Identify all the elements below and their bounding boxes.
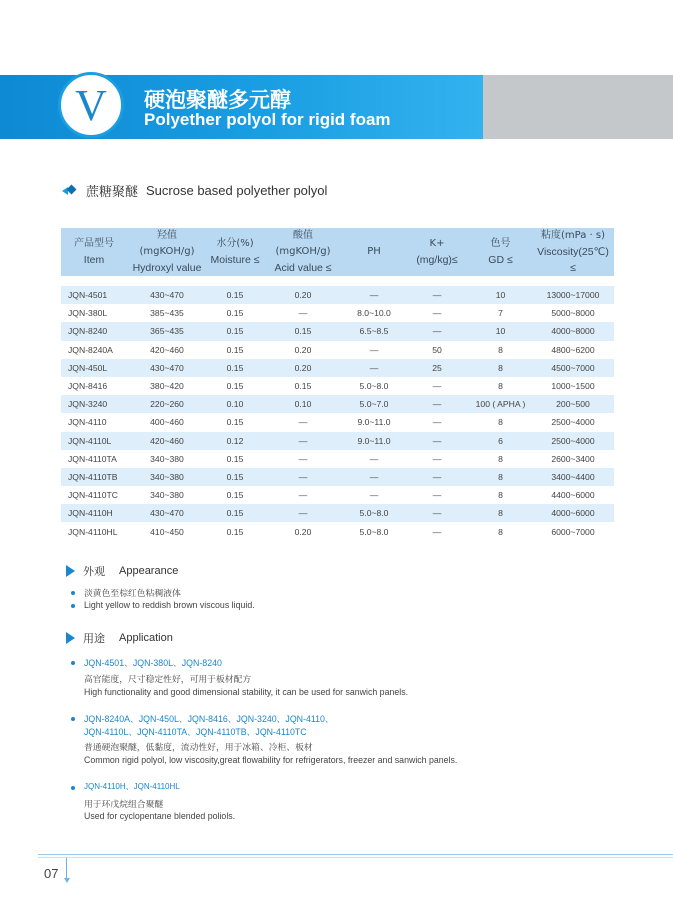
acid-cell: 0.15 (263, 322, 343, 340)
viscosity-cell: 13000~17000 (532, 286, 614, 304)
ph-cell: — (343, 286, 405, 304)
moisture-cell: 0.15 (226, 417, 244, 428)
ph-cell: — (369, 453, 379, 464)
viscosity-cell: 6000~7000 (551, 526, 595, 537)
table-body (61, 276, 614, 541)
table-row (61, 413, 614, 431)
k-cell: — (405, 504, 469, 522)
acid-cell: 0.20 (294, 344, 312, 355)
moisture-cell: 0.15 (226, 490, 244, 501)
table-row (61, 522, 614, 540)
col-header: 产品型号 Item (61, 228, 127, 276)
k-cell: — (432, 526, 442, 537)
item-cell: JQN-4110L (61, 432, 127, 450)
hydroxyl-cell: 420~460 (150, 344, 184, 355)
hydroxyl-cell: 410~450 (150, 526, 184, 537)
gd-cell: 8 (498, 417, 503, 428)
col-header: 粘度(mPa · s) Viscosity(25℃) ≤ (532, 228, 614, 276)
ph-cell: — (369, 490, 379, 501)
hydroxyl-cell: 340~380 (150, 453, 184, 464)
ph-cell: 6.5~8.5 (343, 322, 405, 340)
item-cell: JQN-4110H (61, 504, 127, 522)
moisture-cell: 0.15 (207, 322, 263, 340)
ph-cell: — (369, 344, 379, 355)
acid-cell: 0.20 (263, 286, 343, 304)
table-row (61, 286, 614, 304)
header-band-gray (483, 75, 673, 139)
appearance-heading (66, 563, 178, 579)
section-heading (62, 181, 327, 200)
application-desc-en: Used for cyclopentane blended poliols. (84, 811, 236, 821)
moisture-cell: 0.15 (226, 344, 244, 355)
application-desc-en: Common rigid polyol, low viscosity,great flowability for refrigerators, freezer and sanwich panels. (84, 755, 458, 765)
moisture-cell: 0.15 (207, 359, 263, 377)
gd-cell: 8 (498, 453, 503, 464)
k-cell: 50 (432, 344, 442, 355)
gd-cell: 6 (469, 432, 532, 450)
col-header: PH (343, 228, 405, 276)
viscosity-cell: 4000~8000 (532, 322, 614, 340)
item-cell: JQN-380L (68, 308, 108, 319)
application-models: JQN-8240A、JQN-450L、JQN-8416、JQN-3240、JQN-4110、 (84, 714, 334, 724)
item-cell: JQN-4110TA (68, 453, 117, 464)
page-title-en: Polyether polyol for rigid foam (144, 110, 391, 129)
hydroxyl-cell: 340~380 (127, 468, 207, 486)
table-row (61, 450, 614, 468)
hydroxyl-cell: 340~380 (150, 490, 184, 501)
k-cell: — (432, 490, 442, 501)
bullet-dot (71, 786, 75, 790)
k-cell: 25 (405, 359, 469, 377)
bullet-dot (71, 661, 75, 665)
viscosity-cell: 3400~4400 (532, 468, 614, 486)
acid-cell: 0.20 (263, 359, 343, 377)
application-models: JQN-4110H、JQN-4110HL (84, 782, 180, 791)
k-cell: — (405, 322, 469, 340)
hydroxyl-cell: 430~470 (127, 504, 207, 522)
ph-cell: — (343, 468, 405, 486)
appearance-text-en: Light yellow to reddish brown viscous liquid. (84, 600, 255, 610)
k-cell: — (432, 308, 442, 319)
hydroxyl-cell: 430~470 (127, 286, 207, 304)
moisture-cell: 0.15 (226, 453, 244, 464)
chapter-badge (58, 72, 124, 138)
k-cell: — (432, 417, 442, 428)
bullet-dot (71, 604, 75, 608)
application-models: JQN-4110L、JQN-4110TA、JQN-4110TB、JQN-4110TC (84, 727, 307, 737)
section-title-en: Sucrose based polyether polyol (146, 183, 328, 198)
ph-cell: 5.0~8.0 (359, 381, 389, 392)
k-cell: — (405, 395, 469, 413)
application-desc-cn: 用于环戊烷组合聚醚 (84, 800, 164, 810)
arrow-right-icon (66, 565, 75, 577)
gd-cell: 7 (498, 308, 503, 319)
footer-rule (38, 854, 673, 855)
k-cell: — (405, 468, 469, 486)
application-desc-cn: 高官能度，尺寸稳定性好，可用于板材配方 (84, 675, 252, 685)
table-header-row (61, 228, 614, 276)
hydroxyl-cell: 220~260 (127, 395, 207, 413)
col-header: 酸值 (mgKOH/g) Acid value ≤ (263, 228, 343, 276)
gd-cell: 8 (469, 359, 532, 377)
footer-marker-tip (64, 878, 70, 883)
k-cell: — (405, 432, 469, 450)
viscosity-cell: 4000~6000 (532, 504, 614, 522)
moisture-cell: 0.15 (207, 468, 263, 486)
col-header: 色号 GD ≤ (469, 228, 532, 276)
table-row (61, 504, 614, 522)
ph-cell: 8.0~10.0 (357, 308, 391, 319)
gd-cell: 8 (469, 504, 532, 522)
viscosity-cell: 5000~8000 (551, 308, 595, 319)
moisture-cell: 0.15 (226, 308, 244, 319)
ph-cell: 9.0~11.0 (357, 417, 391, 428)
moisture-cell: 0.15 (226, 381, 244, 392)
gd-cell: 8 (469, 468, 532, 486)
application-desc-cn: 普通硬泡聚醚，低黏度，流动性好，用于冰箱、冷柜、板材 (84, 743, 313, 753)
table-row (61, 468, 614, 486)
table-row (61, 486, 614, 504)
acid-cell: — (263, 504, 343, 522)
table-row (61, 377, 614, 395)
acid-cell: — (298, 417, 308, 428)
viscosity-cell: 4500~7000 (532, 359, 614, 377)
spec-table (61, 228, 614, 541)
item-cell: JQN-8240 (61, 322, 127, 340)
hydroxyl-cell: 430~470 (127, 359, 207, 377)
application-heading (66, 630, 173, 646)
appearance-title-en: Appearance (119, 565, 179, 577)
acid-cell: 0.20 (294, 526, 312, 537)
item-cell: JQN-3240 (61, 395, 127, 413)
col-header: 羟值 (mgKOH/g) Hydroxyl value (127, 228, 207, 276)
viscosity-cell: 2600~3400 (551, 453, 595, 464)
arrow-right-icon (66, 632, 75, 644)
viscosity-cell: 2500~4000 (551, 417, 595, 428)
ph-cell: 5.0~7.0 (343, 395, 405, 413)
acid-cell: 0.10 (263, 395, 343, 413)
k-cell: — (432, 381, 442, 392)
gd-cell: 8 (498, 526, 503, 537)
item-cell: JQN-4110HL (68, 526, 118, 537)
hydroxyl-cell: 385~435 (150, 308, 184, 319)
item-cell: JQN-4110TC (68, 490, 118, 501)
col-header: 水分(%) Moisture ≤ (207, 228, 263, 276)
acid-cell: — (298, 490, 308, 501)
table-row (61, 359, 614, 377)
moisture-cell: 0.12 (207, 432, 263, 450)
application-title-en: Application (119, 632, 173, 644)
table-spacer (61, 276, 614, 286)
ph-cell: 5.0~8.0 (359, 526, 389, 537)
gd-cell: 10 (469, 286, 532, 304)
hydroxyl-cell: 365~435 (127, 322, 207, 340)
moisture-cell: 0.10 (207, 395, 263, 413)
k-cell: — (432, 453, 442, 464)
application-title-cn: 用途 (83, 632, 105, 645)
item-cell: JQN-4501 (61, 286, 127, 304)
table-row (61, 341, 614, 359)
item-cell: JQN-8416 (68, 381, 108, 392)
item-cell: JQN-450L (61, 359, 127, 377)
bullet-dot (71, 591, 75, 595)
gd-cell: 10 (469, 322, 532, 340)
appearance-title-cn: 外观 (83, 565, 105, 578)
item-cell: JQN-4110 (68, 417, 107, 428)
acid-cell: — (263, 432, 343, 450)
item-cell: JQN-4110TB (61, 468, 127, 486)
bullet-dot (71, 717, 75, 721)
hydroxyl-cell: 420~460 (127, 432, 207, 450)
moisture-cell: 0.15 (207, 286, 263, 304)
ph-cell: 9.0~11.0 (343, 432, 405, 450)
page-title-cn: 硬泡聚醚多元醇 (144, 88, 291, 112)
application-models: JQN-4501、JQN-380L、JQN-8240 (84, 658, 222, 668)
gd-cell: 8 (498, 344, 503, 355)
viscosity-cell: 4800~6200 (551, 344, 595, 355)
gd-cell: 100 ( APHA ) (469, 395, 532, 413)
acid-cell: — (298, 308, 308, 319)
viscosity-cell: 200~500 (532, 395, 614, 413)
chapter-numeral: V (75, 81, 107, 130)
viscosity-cell: 4400~6000 (551, 490, 595, 501)
item-cell: JQN-8240A (68, 344, 113, 355)
viscosity-cell: 2500~4000 (532, 432, 614, 450)
acid-cell: — (263, 468, 343, 486)
table-row (61, 395, 614, 413)
ph-cell: — (343, 359, 405, 377)
footer-rule (38, 857, 673, 858)
footer-marker (66, 858, 67, 878)
diamond-arrow-icon (62, 184, 76, 198)
page-number: 07 (44, 866, 59, 881)
table-row (61, 304, 614, 322)
table-row (61, 432, 614, 450)
application-desc-en: High functionality and good dimensional stability, it can be used for sanwich panels. (84, 687, 409, 697)
table-row (61, 322, 614, 340)
hydroxyl-cell: 400~460 (150, 417, 184, 428)
section-title-cn: 蔗糖聚醚 (86, 185, 139, 200)
hydroxyl-cell: 380~420 (150, 381, 184, 392)
gd-cell: 8 (498, 381, 503, 392)
appearance-text-cn: 淡黄色至棕红色粘稠液体 (84, 589, 181, 599)
moisture-cell: 0.15 (226, 526, 244, 537)
acid-cell: 0.15 (294, 381, 312, 392)
acid-cell: — (298, 453, 308, 464)
col-header: K+ (mg/kg)≤ (405, 228, 469, 276)
viscosity-cell: 1000~1500 (551, 381, 595, 392)
k-cell: — (405, 286, 469, 304)
gd-cell: 8 (498, 490, 503, 501)
ph-cell: 5.0~8.0 (343, 504, 405, 522)
moisture-cell: 0.15 (207, 504, 263, 522)
